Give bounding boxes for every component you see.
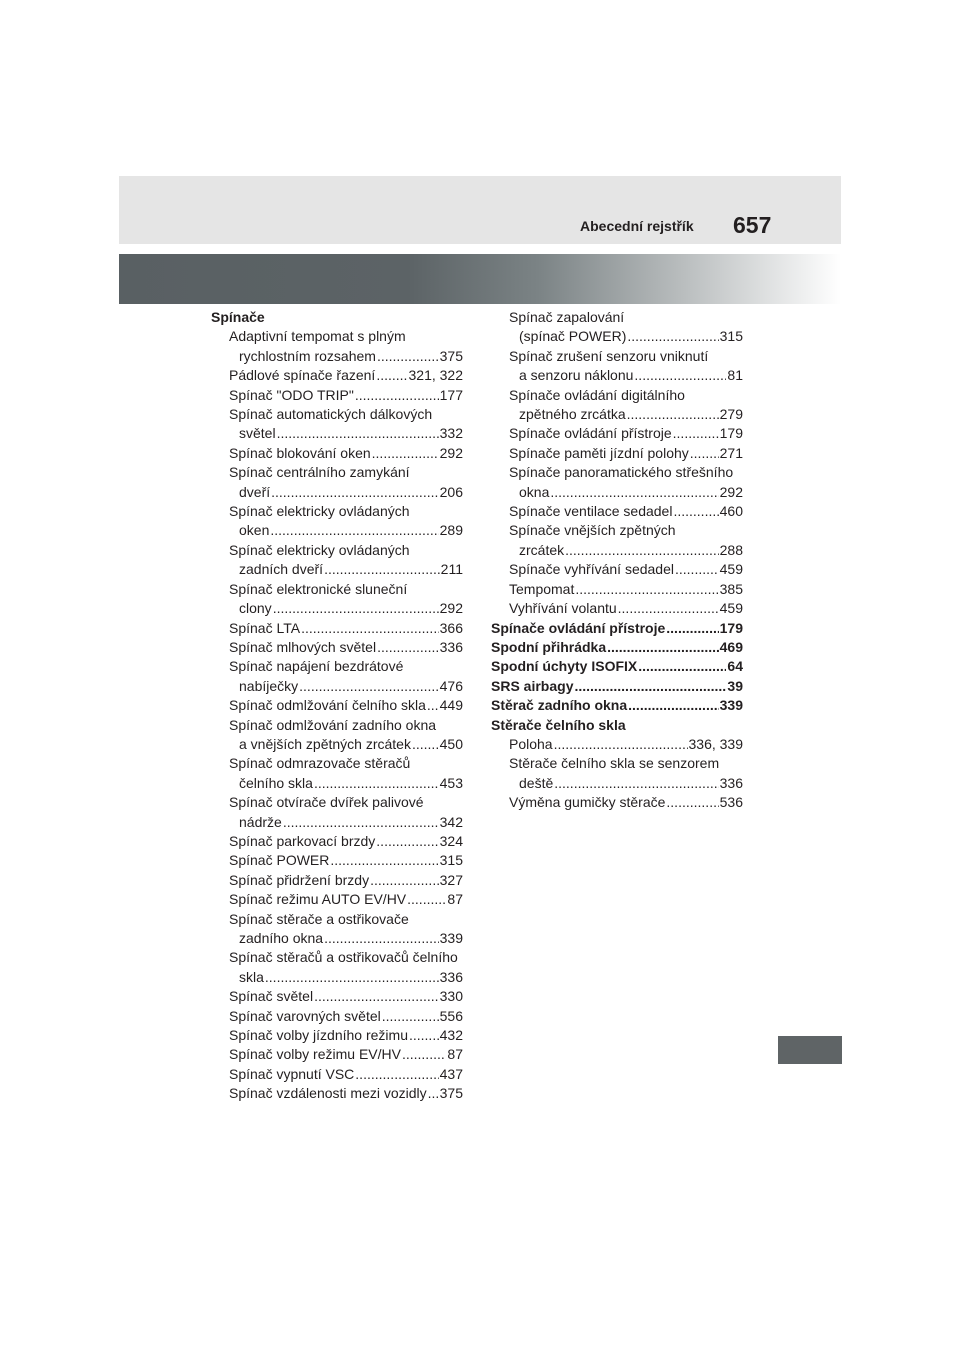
index-entry-label: Spínač odmrazovače stěračů	[229, 755, 411, 772]
index-entry-label: Spínač stěračů a ostřikovačů čelního	[229, 949, 458, 966]
dot-leader	[550, 483, 718, 502]
dot-leader	[377, 347, 439, 366]
index-page-reference[interactable]: 437	[439, 1065, 463, 1082]
index-entry-label: Stěrače čelního skla	[491, 716, 626, 733]
index-page-reference[interactable]: 375	[439, 347, 463, 364]
index-entry-label: Spínače paměti jízdní polohy	[509, 444, 689, 461]
dot-leader	[382, 1007, 439, 1026]
index-page-reference[interactable]: 271	[719, 444, 743, 461]
dot-leader	[574, 677, 726, 696]
index-entry	[491, 560, 743, 579]
dot-leader	[407, 890, 446, 909]
index-entry	[211, 1026, 463, 1045]
index-entry-label: Vyhřívání volantu	[509, 600, 617, 617]
index-entry	[491, 444, 743, 463]
index-entry-label: nabíječky	[239, 677, 299, 694]
index-page-reference[interactable]: 375	[439, 1085, 463, 1102]
dot-leader	[627, 405, 719, 424]
index-entry	[211, 968, 463, 987]
index-entry	[211, 599, 463, 618]
index-entry	[211, 347, 463, 366]
index-entry-label: rychlostním rozsahem	[239, 347, 376, 364]
index-entry-label: Spodní úchyty ISOFIX	[491, 658, 638, 675]
index-entry-label: Spínač elektricky ovládaných	[229, 541, 410, 558]
index-page-reference[interactable]: 288	[719, 541, 743, 558]
dot-leader	[628, 696, 718, 715]
index-entry-label: Spínač režimu AUTO EV/HV	[229, 891, 407, 908]
index-page-reference[interactable]: 460	[719, 503, 743, 520]
index-page-reference[interactable]: 432	[439, 1027, 463, 1044]
dot-leader	[265, 968, 439, 987]
dot-leader	[554, 774, 718, 793]
index-column-left	[211, 308, 463, 1104]
index-page-reference[interactable]: 476	[439, 677, 463, 694]
dot-leader	[402, 1045, 446, 1064]
index-page-reference[interactable]: 292	[719, 483, 743, 500]
index-page-reference[interactable]: 177	[439, 386, 463, 403]
index-page-reference[interactable]: 385	[719, 580, 743, 597]
index-entry	[211, 386, 463, 405]
index-entry-label: Spínač "ODO TRIP"	[229, 386, 354, 403]
index-subentry-text	[211, 657, 463, 676]
index-subentry-text	[211, 948, 463, 967]
index-entry	[211, 871, 463, 890]
index-entry	[491, 677, 743, 696]
index-page-reference[interactable]: 279	[719, 406, 743, 423]
index-entry-label: Spínač volby režimu EV/HV	[229, 1046, 401, 1063]
index-entry-label: Spínač odmlžování čelního skla	[229, 697, 426, 714]
index-entry-label: Spínač napájení bezdrátové	[229, 658, 404, 675]
index-entry-label: Spínač světel	[229, 988, 314, 1005]
index-entry-label: Spínač blokování oken	[229, 444, 371, 461]
dot-leader	[618, 599, 719, 618]
index-subentry-text	[211, 580, 463, 599]
dot-leader	[673, 502, 718, 521]
index-subentry-text	[211, 502, 463, 521]
index-page-reference[interactable]: 324	[439, 832, 463, 849]
index-entry-label: Spínač vzdálenosti mezi vozidly	[229, 1085, 427, 1102]
index-page-reference[interactable]: 366	[439, 619, 463, 636]
index-subentry-text	[211, 754, 463, 773]
index-entry-label: Spínač elektricky ovládaných	[229, 503, 410, 520]
dot-leader	[299, 677, 438, 696]
index-entry	[491, 657, 743, 676]
dot-leader	[271, 483, 439, 502]
index-entry-label: čelního skla	[239, 774, 313, 791]
dot-leader	[324, 929, 439, 948]
index-entry	[211, 483, 463, 502]
index-entry-label: zpětného zrcátka	[519, 406, 626, 423]
index-entry-label: SRS airbagy	[491, 677, 574, 694]
index-subentry-text	[491, 463, 743, 482]
dot-leader	[634, 366, 726, 385]
index-subentry-text	[211, 327, 463, 346]
index-page-reference[interactable]: 459	[719, 561, 743, 578]
index-page-reference[interactable]: 292	[439, 600, 463, 617]
index-entry-label: zrcátek	[519, 541, 565, 558]
index-entry-label: Spínač otvírače dvířek palivové	[229, 794, 424, 811]
dot-leader	[666, 619, 718, 638]
index-entry	[491, 580, 743, 599]
index-page-reference[interactable]: 536	[719, 794, 743, 811]
index-entry	[491, 483, 743, 502]
index-entry-label: Spínače ovládání digitálního	[509, 386, 685, 403]
index-page-reference[interactable]: 556	[439, 1007, 463, 1024]
index-entry-label: Spínač parkovací brzdy	[229, 832, 376, 849]
index-entry	[491, 599, 743, 618]
dot-leader	[324, 560, 440, 579]
index-entry-label: oken	[239, 522, 270, 539]
index-entry-label: Poloha	[509, 735, 553, 752]
index-entry	[211, 735, 463, 754]
index-subentry-text	[491, 308, 743, 327]
index-page-reference[interactable]: 179	[719, 619, 743, 636]
dot-leader	[330, 851, 438, 870]
index-entry-label: Spínač varovných světel	[229, 1007, 381, 1024]
index-page-reference[interactable]: 321, 322	[408, 367, 463, 384]
index-subentry-text	[491, 754, 743, 773]
index-entry	[491, 774, 743, 793]
index-entry-label: Spínače ovládání přístroje	[509, 425, 672, 442]
index-page-reference[interactable]: 453	[439, 774, 463, 791]
index-entry-label: světel	[239, 425, 276, 442]
index-entry-label: Spínač vypnutí VSC	[229, 1065, 355, 1082]
index-page-reference[interactable]: 327	[439, 871, 463, 888]
dot-leader	[277, 424, 439, 443]
index-entry	[211, 560, 463, 579]
dot-leader	[554, 735, 688, 754]
index-page-reference[interactable]: 469	[719, 638, 743, 655]
index-entry-label: Spodní přihrádka	[491, 638, 607, 655]
index-page-reference[interactable]: 336, 339	[688, 735, 743, 752]
dot-leader	[301, 619, 439, 638]
index-entry	[491, 735, 743, 754]
index-entry	[491, 793, 743, 812]
index-entry	[211, 813, 463, 832]
index-entry	[491, 502, 743, 521]
section-title: Abecední rejstřík	[580, 218, 694, 234]
index-entry-label: Spínač elektronické sluneční	[229, 580, 408, 597]
index-entry	[491, 405, 743, 424]
index-entry-label: okna	[519, 483, 550, 500]
index-entry-label: Spínač automatických dálkových	[229, 406, 433, 423]
index-entry	[211, 521, 463, 540]
index-entry	[211, 987, 463, 1006]
index-entry	[491, 327, 743, 346]
dot-leader	[675, 560, 719, 579]
index-subentry-text	[211, 541, 463, 560]
index-entry	[211, 1007, 463, 1026]
index-entry-label: nádrže	[239, 813, 282, 830]
index-entry-label: Spínač odmlžování zadního okna	[229, 716, 437, 733]
index-entry	[211, 444, 463, 463]
index-page-reference[interactable]: 315	[439, 852, 463, 869]
dot-leader	[409, 1026, 439, 1045]
index-entry	[211, 851, 463, 870]
dot-leader	[377, 638, 439, 657]
index-subentry-text	[211, 716, 463, 735]
index-entry	[211, 774, 463, 793]
index-subentry-text	[211, 910, 463, 929]
index-page-reference[interactable]: 206	[439, 483, 463, 500]
dot-leader	[607, 638, 719, 657]
index-entry-label: Spínače ventilace sedadel	[509, 503, 673, 520]
index-entry-label: Spínač centrálního zamykání	[229, 464, 410, 481]
index-page-reference[interactable]: 81	[727, 367, 743, 384]
index-entry-label: Spínač přidržení brzdy	[229, 871, 370, 888]
index-page-reference[interactable]: 39	[727, 677, 743, 694]
index-page-reference[interactable]: 330	[439, 988, 463, 1005]
index-entry	[491, 424, 743, 443]
dot-leader	[412, 735, 439, 754]
index-page-reference[interactable]: 315	[719, 328, 743, 345]
index-entry-label: zadního okna	[239, 930, 324, 946]
dot-leader	[666, 793, 718, 812]
index-page-reference[interactable]: 342	[439, 813, 463, 830]
decorative-gradient-band	[119, 254, 841, 304]
index-page-reference[interactable]: 179	[719, 425, 743, 442]
index-page-reference[interactable]: 459	[719, 600, 743, 617]
dot-leader	[627, 327, 718, 346]
index-entry-label: zadních dveří	[239, 561, 324, 578]
index-subentry-text	[211, 405, 463, 424]
index-entry-label: Pádlové spínače řazení	[229, 367, 376, 384]
dot-leader	[376, 832, 438, 851]
dot-leader	[314, 774, 439, 793]
index-entry-label: skla	[239, 968, 264, 985]
dot-leader	[370, 871, 439, 890]
index-page-reference[interactable]: 450	[439, 735, 463, 752]
index-entry	[211, 366, 463, 385]
index-page-reference[interactable]: 339	[719, 697, 743, 714]
index-page-reference[interactable]: 64	[727, 658, 743, 675]
index-entry	[211, 832, 463, 851]
index-column-right	[491, 308, 743, 813]
index-heading	[211, 308, 463, 327]
dot-leader	[638, 657, 726, 676]
index-entry	[491, 638, 743, 657]
index-entry-label: Spínače panoramatického střešního	[509, 464, 734, 481]
index-entry	[211, 929, 463, 948]
index-entry-label: Spínače ovládání přístroje	[491, 619, 666, 636]
index-entry	[211, 638, 463, 657]
index-entry	[211, 619, 463, 638]
index-entry-label: (spínač POWER)	[519, 328, 627, 345]
dot-leader	[355, 386, 439, 405]
dot-leader	[273, 599, 439, 618]
index-page-reference[interactable]: 336	[439, 968, 463, 985]
index-entry-label: Spínač zrušení senzoru vniknutí	[509, 347, 709, 364]
index-page-reference[interactable]: 336	[719, 774, 743, 791]
index-page-reference[interactable]: 332	[439, 425, 463, 442]
index-entry-label: a vnějších zpětných zrcátek	[239, 735, 411, 752]
index-entry-label: Výměna gumičky stěrače	[509, 794, 666, 811]
index-entry-label: Adaptivní tempomat s plným	[229, 328, 406, 345]
dot-leader	[673, 424, 719, 443]
index-entry	[211, 1065, 463, 1084]
index-entry-label: Spínač volby jízdního režimu	[229, 1027, 408, 1044]
index-entry	[211, 424, 463, 443]
index-page-reference[interactable]: 87	[447, 1046, 463, 1063]
dot-leader	[427, 696, 439, 715]
index-entry	[491, 696, 743, 715]
index-entry	[211, 1084, 463, 1103]
dot-leader	[565, 541, 719, 560]
index-entry	[491, 619, 743, 638]
chapter-side-tab	[778, 1036, 842, 1064]
dot-leader	[690, 444, 719, 463]
index-entry-label: Stěrače čelního skla se senzorem	[509, 755, 720, 772]
index-entry-label: Spínač mlhových světel	[229, 638, 377, 655]
dot-leader	[270, 521, 438, 540]
index-entry-label: Stěrač zadního okna	[491, 697, 628, 714]
page-number: 657	[733, 212, 772, 238]
index-subentry-text	[491, 521, 743, 540]
dot-leader	[376, 366, 407, 385]
index-entry-label: Spínač stěrače a ostřikovače	[229, 910, 409, 927]
index-entry-label: Spínače vyhřívání sedadel	[509, 561, 674, 578]
index-page-reference[interactable]: 292	[439, 444, 463, 461]
dot-leader	[283, 813, 439, 832]
index-entry-label: clony	[239, 600, 272, 617]
index-entry-label: Tempomat	[509, 580, 575, 597]
dot-leader	[355, 1065, 438, 1084]
index-entry-label: dveří	[239, 483, 271, 500]
index-entry-label: a senzoru náklonu	[519, 367, 634, 384]
dot-leader	[314, 987, 439, 1006]
index-entry-label: Spínače	[211, 309, 265, 325]
index-entry	[491, 366, 743, 385]
index-subentry-text	[211, 793, 463, 812]
index-entry-label: Spínač zapalování	[509, 309, 625, 325]
index-entry	[211, 696, 463, 715]
dot-leader	[372, 444, 439, 463]
dot-leader	[428, 1084, 439, 1103]
index-subentry-text	[491, 347, 743, 366]
index-heading	[491, 716, 743, 735]
index-entry-label: Spínače vnějších zpětných	[509, 522, 676, 539]
index-page-reference[interactable]: 211	[440, 561, 463, 578]
index-entry-label: Spínač LTA	[229, 619, 301, 636]
index-entry	[211, 677, 463, 696]
index-entry	[491, 541, 743, 560]
index-entry	[211, 890, 463, 909]
index-page-reference[interactable]: 87	[447, 891, 463, 908]
index-page-reference[interactable]: 339	[439, 930, 463, 946]
index-page-reference[interactable]: 336	[439, 638, 463, 655]
index-subentry-text	[491, 386, 743, 405]
index-entry-label: deště	[519, 774, 554, 791]
index-entry-label: Spínač POWER	[229, 852, 330, 869]
index-page-reference[interactable]: 449	[439, 697, 463, 714]
index-subentry-text	[211, 463, 463, 482]
index-page-reference[interactable]: 289	[439, 522, 463, 539]
index-entry	[211, 1045, 463, 1064]
dot-leader	[575, 580, 718, 599]
